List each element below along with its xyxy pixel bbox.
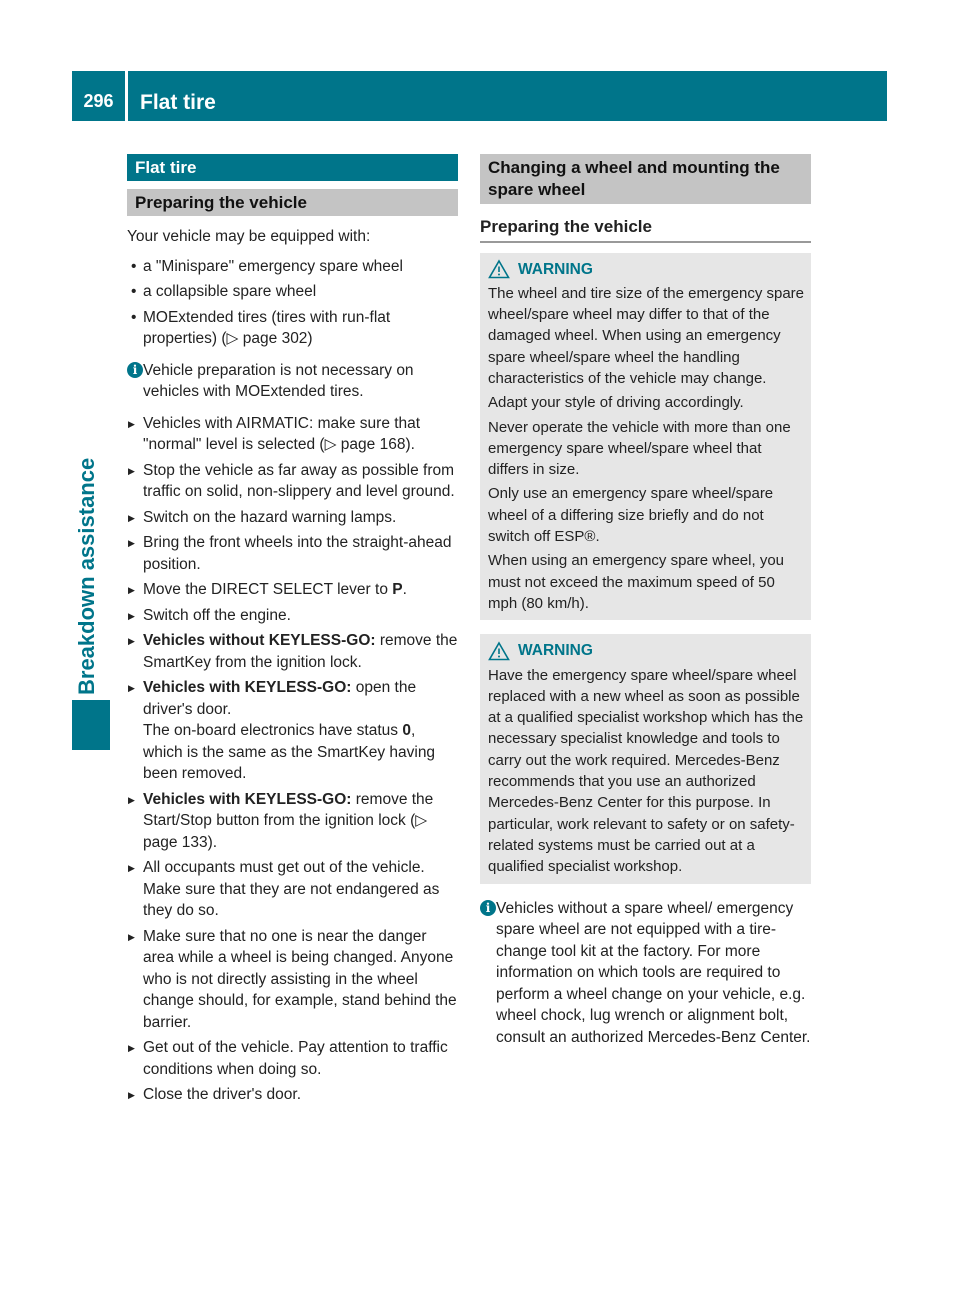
step-text: Bring the front wheels into the straight-ahead position.	[143, 534, 452, 573]
right-column	[480, 154, 811, 1048]
step-arrow-icon: ▶	[128, 418, 135, 429]
step-arrow-icon: ▶	[128, 683, 135, 693]
warning-paragraph: Never operate the vehicle with more than one emergency spare wheel/spare wheel that differs in size.	[488, 418, 791, 479]
warning-triangle-icon	[488, 259, 510, 279]
left-column	[127, 154, 458, 1106]
page-title: Flat tire	[128, 71, 887, 121]
step-arrow-icon: ▶	[128, 465, 135, 476]
step-text: Stop the vehicle as far away as possible from traffic on solid, non-slippery and level ground.	[143, 461, 455, 500]
step-arrow-icon: ▶	[128, 636, 135, 646]
result-text: The on-board electronics have status	[143, 722, 403, 739]
instruction-step	[127, 857, 458, 922]
step-arrow-icon: ▶	[128, 794, 135, 805]
warning-title	[488, 640, 804, 661]
step-bold-label: Vehicles with KEYLESS-GO:	[143, 790, 352, 808]
instruction-step	[127, 926, 458, 1034]
step-text: Switch off the engine.	[143, 606, 291, 624]
bullet-item: • a collapsible spare wheel	[127, 281, 458, 303]
subsection-heading: Preparing the vehicle	[480, 204, 811, 243]
step-arrow-icon: ▶	[128, 512, 135, 523]
instruction-step	[127, 677, 458, 785]
bullet-item: • MOExtended tires (tires with run-flat properties) (▷ page 302)	[127, 307, 458, 350]
bullet-item: • a "Minispare" emergency spare wheel	[127, 256, 458, 278]
step-text-after: .	[402, 581, 407, 598]
warning-paragraph: When using an emergency spare wheel, you must not exceed the maximum speed of 50 mph (80 km/h).	[488, 552, 785, 612]
warning-triangle-icon	[488, 641, 510, 661]
warning-paragraph: Only use an emergency spare wheel/spare wheel of a differing size briefly and do not switch off ESP®.	[488, 485, 774, 546]
subsection-heading: Preparing the vehicle	[127, 189, 458, 216]
instruction-step	[127, 1037, 458, 1080]
step-arrow-icon: ▶	[128, 610, 135, 621]
step-arrow-icon: ▶	[128, 1090, 135, 1100]
step-text: Switch on the hazard warning lamps.	[143, 508, 397, 526]
instruction-step	[127, 630, 458, 673]
step-arrow-icon: ▶	[128, 585, 135, 595]
warning-title	[488, 259, 804, 280]
result-bold: 0	[402, 722, 411, 739]
warning-paragraph: Have the emergency spare wheel/spare wheel replaced with a new wheel as soon as possible at a qualified specialist workshop which has the necessary specialist knowledge and tools to carry out the work required. Mercedes-Benz recommends that you use an authorized Mercedes-Benz Center for this purpose. In particular, work relevant to safety or on safety-related systems must be carried out at a qualified specialist workshop.	[488, 666, 804, 876]
step-bold-label: Vehicles with KEYLESS-GO:	[143, 679, 352, 696]
step-text: open the driver's door.	[143, 679, 417, 718]
section-heading: Changing a wheel and mounting the spare wheel	[480, 154, 811, 204]
step-text: remove the Start/Stop button from the ignition lock (▷ page 133).	[143, 790, 434, 851]
instruction-step	[127, 605, 458, 627]
warning-box	[480, 634, 811, 883]
instruction-step	[127, 507, 458, 529]
side-tab-marker	[72, 700, 110, 750]
side-tab-label: Breakdown assistance	[74, 457, 99, 695]
page-number	[72, 71, 125, 121]
step-text: Vehicles with AIRMATIC: make sure that "normal" level is selected (▷ page 168).	[143, 414, 421, 453]
step-text: Get out of the vehicle. Pay attention to traffic conditions when doing so.	[143, 1039, 448, 1078]
step-arrow-icon: ▶	[128, 863, 135, 873]
instruction-step	[127, 532, 458, 575]
step-arrow-icon: ▶	[128, 1043, 135, 1053]
result-text: , which is the same as the SmartKey having been removed.	[143, 722, 436, 782]
instruction-step	[127, 789, 458, 854]
step-result	[143, 720, 458, 785]
step-text: All occupants must get out of the vehicle. Make sure that they are not endangered as they do so.	[143, 859, 440, 919]
warning-box	[480, 253, 811, 621]
step-bold-label: Vehicles without KEYLESS-GO:	[143, 632, 376, 649]
note-text: Vehicles without a spare wheel/ emergency spare wheel are not equipped with a tire-change tool kit at the factory. For more information on which tools are required to perform a wheel change on your vehicle, e.g. wheel chock, lug wrench or alignment bolt, consult an authorized Mercedes-Benz Center.	[496, 899, 811, 1046]
instruction-step	[127, 413, 458, 456]
step-arrow-icon: ▶	[128, 538, 135, 548]
step-text: Make sure that no one is near the danger area while a wheel is being changed. Anyone who is not directly assisting in the wheel change should, for example, stand behind the barrier.	[143, 927, 457, 1031]
warning-label: WARNING	[518, 260, 593, 278]
intro-text: Your vehicle may be equipped with:	[127, 228, 371, 245]
info-icon: i	[127, 362, 143, 378]
page-number-text: 296	[83, 91, 114, 111]
step-arrow-icon: ▶	[128, 931, 135, 942]
instruction-step	[127, 579, 458, 601]
step-text: remove the SmartKey from the ignition lock.	[143, 632, 458, 671]
step-text: Close the driver's door.	[143, 1086, 302, 1103]
step-text: Move the DIRECT SELECT lever to	[143, 581, 393, 598]
info-icon: i	[480, 900, 496, 916]
note-text: Vehicle preparation is not necessary on vehicles with MOExtended tires.	[143, 361, 414, 400]
instruction-step	[127, 1084, 458, 1106]
info-note	[480, 898, 811, 1049]
step-bold-value: P	[392, 581, 403, 598]
info-note	[127, 360, 458, 403]
warning-paragraph: Adapt your style of driving accordingly.	[488, 394, 744, 412]
instruction-step	[127, 460, 458, 503]
section-heading: Flat tire	[127, 154, 458, 181]
warning-paragraph: The wheel and tire size of the emergency spare wheel/spare wheel may differ to that of the damaged wheel. When using an emergency spare wheel/spare wheel the handling characteristics of the vehicle may change.	[488, 284, 805, 387]
warning-label: WARNING	[518, 642, 593, 660]
